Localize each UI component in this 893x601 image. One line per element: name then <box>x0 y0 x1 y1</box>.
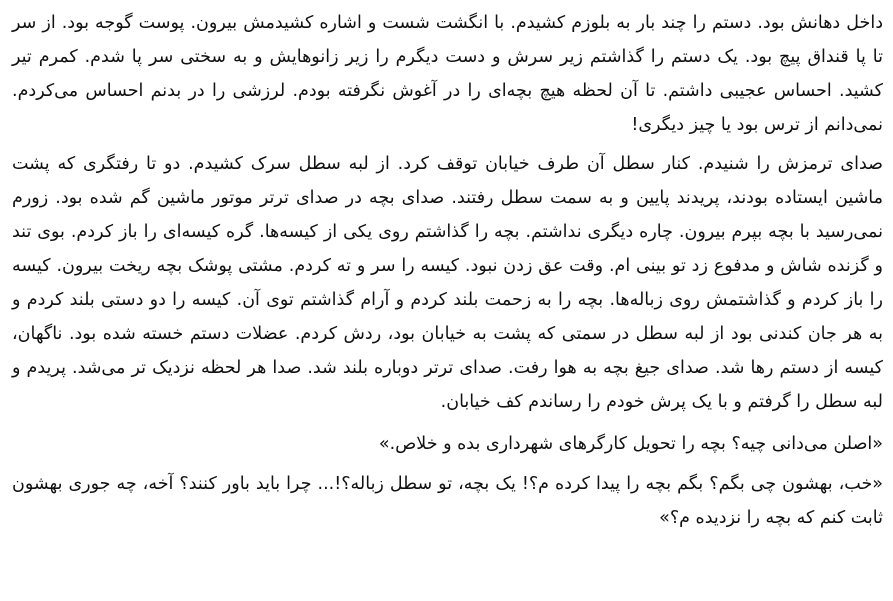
paragraph-2: صدای ترمزش را شنیدم. کنار سطل آن طرف خیابان توقف کرد. از لبه سطل سرک کشیدم. دو تا رفتگری که پشت ماشین ایستاده بودند، پریدند پایین و به سمت سطل رفتند. صدای بچه در صدای ترتر موتور ماشین گم شده بود. زورم نمی‌رسید با بچه بپرم بیرون. چاره دیگری نداشتم. بچه را گذاشتم روی یکی از کیسه‌ها. گره کیسه‌ای را باز کردم. بوی تند و گزنده شاش و مدفوع زد تو بینی ام. وقت عق زدن نبود. کیسه را سر و ته کردم. مشتی پوشک بچه ریخت بیرون. کیسه را باز کردم و گذاشتمش روی زباله‌ها. بچه را به زحمت بلند کردم و آرام گذاشتم توی آن. کیسه را دو دستی بلند کردم و به هر جان کندنی بود از لبه سطل در سمتی که پشت به خیابان بود، ردش کردم. عضلات دستم خسته شده بود. ناگهان، کیسه از دستم رها شد. صدای جیغ بچه به هوا رفت. صدای ترتر دوباره بلند شد. صدا هر لحظه نزدیک تر می‌شد. پریدم و لبه سطل را گرفتم و با یک پرش خودم را رساندم کف خیابان. <box>12 154 883 412</box>
paragraph-1: داخل دهانش بود. دستم را چند بار به بلوزم کشیدم. با انگشت شست و اشاره کشیدمش بیرون. پوست گوجه بود. از سر تا پا قنداق پیچ بود. یک دستم را گذاشتم زیر سرش و دست دیگرم را زیر زانوهایش و به سختی سر پا شدم. کمرم تیر کشید. احساس عجیبی داشتم. تا آن لحظه هیچ بچه‌ای را در آغوش نگرفته بودم. لرزشی را در بدنم احساس می‌کردم. نمی‌دانم از ترس بود یا چیز دیگری! <box>12 13 883 135</box>
paragraph-3: «اصلن می‌دانی چیه؟ بچه را تحویل کارگرهای شهرداری بده و خلاص.» <box>378 434 883 454</box>
paragraph-4: «خب، بهشون چی بگم؟ بگم بچه را پیدا کرده م؟! یک بچه، تو سطل زباله؟!... چرا باید باور کنند؟ آخه، چه جوری بهشون ثابت کنم که بچه را نزدیده م؟» <box>12 474 883 528</box>
